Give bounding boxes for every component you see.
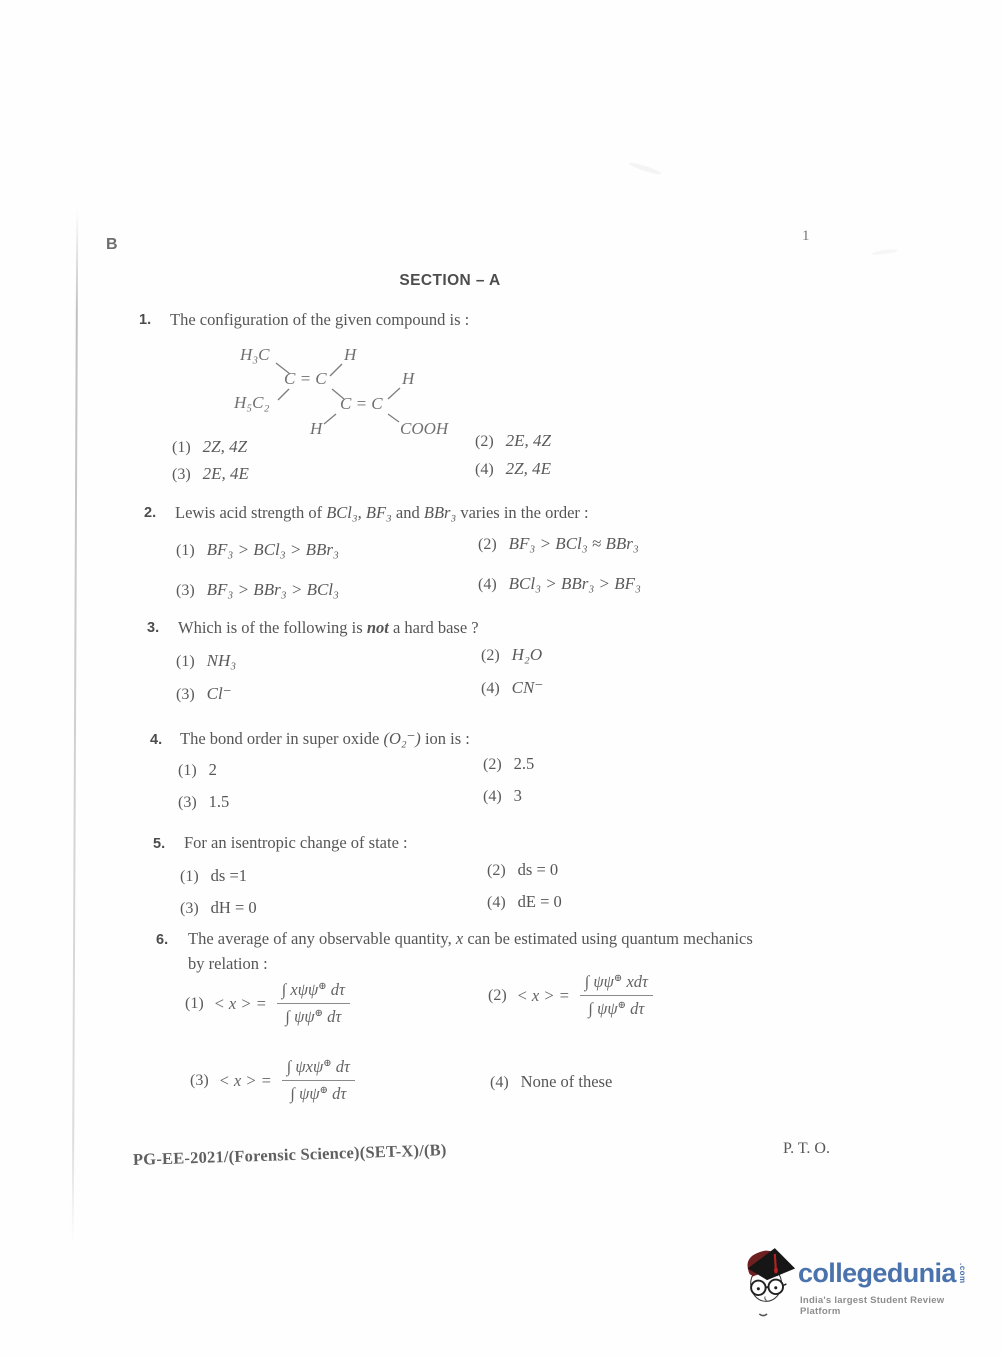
svg-text:H₅C₂: H₅C₂ <box>234 393 270 412</box>
option-text: BF₃ > BBr₃ > BCl₃ <box>206 580 339 599</box>
option-text: ds = 0 <box>517 860 559 879</box>
question-number: 1. <box>139 312 152 328</box>
question-number: 3. <box>147 620 160 636</box>
option <box>178 792 229 812</box>
option-text: 3 <box>513 786 522 805</box>
svg-text:H: H <box>402 369 415 388</box>
pto-label: P. T. O. <box>783 1140 830 1157</box>
svg-text:COOH: COOH <box>400 419 449 438</box>
option-text: 2Z, 4E <box>505 459 551 478</box>
option-label: (1) <box>176 653 195 670</box>
fraction-denominator: ∫ ψψ⊕ dτ <box>290 1084 347 1103</box>
option <box>487 860 558 880</box>
svg-text:H: H <box>344 345 357 364</box>
option <box>176 540 339 560</box>
booklet-code: B <box>106 236 119 253</box>
fraction-denominator: ∫ ψψ⊕ dτ <box>285 1007 342 1026</box>
option <box>180 866 247 886</box>
option-label: (4) <box>475 461 494 478</box>
option-text: dE = 0 <box>517 892 562 911</box>
fraction <box>282 1057 355 1104</box>
brand-tagline: India's largest Student Review Platform <box>800 1295 945 1317</box>
option-text: 2.5 <box>513 754 535 773</box>
question-text-line2: by relation : <box>188 954 268 973</box>
option-label: (1) <box>178 762 197 779</box>
svg-text:H: H <box>310 419 323 438</box>
option <box>478 534 639 554</box>
option-formula <box>190 1057 355 1104</box>
option-label: (2) <box>483 756 502 773</box>
option-text: 2E, 4Z <box>505 431 551 450</box>
option-label: (3) <box>178 794 197 811</box>
question-text: The average of any observable quantity, x can be estimated using quantum mechanics <box>188 929 753 948</box>
chemical-structure-diagram <box>218 334 508 438</box>
option-text: 2Z, 4Z <box>202 437 248 456</box>
svg-text:C = C: C = C <box>284 369 327 388</box>
option-text: 2 <box>208 760 217 779</box>
option <box>478 574 641 594</box>
option-label: (2) <box>487 862 506 879</box>
option <box>176 651 236 671</box>
fraction <box>580 972 653 1019</box>
option-text: Cl⁻ <box>206 684 232 703</box>
option-text: BF₃ > BCl₃ > BBr₃ <box>206 540 339 559</box>
option-text: ds =1 <box>210 866 248 885</box>
option <box>483 786 522 806</box>
option-label: (3) <box>190 1071 209 1089</box>
option <box>475 459 551 479</box>
option-formula <box>185 980 350 1027</box>
svg-text:C = C: C = C <box>340 394 383 413</box>
formula-lhs: < x > = <box>516 985 570 1005</box>
question-text: Which is of the following is not a hard base ? <box>178 618 479 637</box>
option-label: (1) <box>172 439 191 456</box>
formula-lhs: < x > = <box>218 1070 272 1090</box>
option-label: (4) <box>490 1074 509 1091</box>
question-text: For an isentropic change of state : <box>184 833 408 852</box>
option-label: (3) <box>180 900 199 917</box>
question-text: The configuration of the given compound is : <box>170 310 470 329</box>
option-text: BF₃ > BCl₃ ≈ BBr₃ <box>508 534 639 553</box>
page-number: 1 <box>802 228 810 244</box>
question-number: 6. <box>156 932 169 948</box>
option-formula <box>488 972 653 1019</box>
option-label: (3) <box>172 466 191 483</box>
scan-artifact <box>872 248 898 256</box>
option-text: None of these <box>520 1072 613 1091</box>
option-label: (4) <box>487 894 506 911</box>
option-label: (2) <box>478 536 497 553</box>
option-label: (1) <box>176 542 195 559</box>
option-label: (1) <box>185 994 204 1012</box>
question-text: The bond order in super oxide (O₂⁻) ion is : <box>180 729 470 748</box>
question-number: 4. <box>150 732 163 748</box>
fraction <box>277 980 350 1027</box>
option-text: H₂O <box>511 645 543 664</box>
option <box>176 580 339 600</box>
fraction-denominator: ∫ ψψ⊕ dτ <box>588 999 645 1018</box>
option-label: (2) <box>488 986 507 1004</box>
option <box>180 898 257 918</box>
option <box>172 464 249 484</box>
option <box>487 892 562 912</box>
option <box>481 645 542 665</box>
page-crease-line <box>72 210 78 1245</box>
option-text: 2E, 4E <box>202 464 249 483</box>
formula-lhs: < x > = <box>213 993 267 1013</box>
fraction-numerator: ∫ ψxψ⊕ dτ <box>282 1057 355 1081</box>
brand-tld: .com <box>958 1263 967 1284</box>
option-text: BCl₃ > BBr₃ > BF₃ <box>508 574 641 593</box>
section-title: SECTION – A <box>399 272 501 289</box>
question-text: Lewis acid strength of BCl₃, BF₃ and BBr₃ varies in the order : <box>175 503 589 522</box>
question-number: 2. <box>144 505 157 521</box>
option-label: (1) <box>180 868 199 885</box>
option <box>172 437 247 457</box>
option-label: (4) <box>483 788 502 805</box>
collegedunia-logo <box>740 1244 980 1328</box>
svg-text:H₃C: H₃C <box>240 345 270 364</box>
collegedunia-mascot-icon <box>740 1244 798 1320</box>
option-text: dH = 0 <box>210 898 257 917</box>
option <box>475 431 551 451</box>
paper-code-footer: PG-EE-2021/(Forensic Science)(SET-X)/(B) <box>132 1140 447 1169</box>
option-text: 1.5 <box>208 792 230 811</box>
fraction-numerator: ∫ xψψ⊕ dτ <box>277 980 350 1004</box>
option <box>481 678 543 698</box>
option-text: NH₃ <box>206 651 237 670</box>
option-label: (3) <box>176 686 195 703</box>
option-label: (2) <box>475 433 494 450</box>
option <box>176 684 232 704</box>
option <box>483 754 534 774</box>
option <box>490 1072 612 1092</box>
fraction-numerator: ∫ ψψ⊕ xdτ <box>580 972 653 996</box>
option-label: (3) <box>176 582 195 599</box>
option-text: CN⁻ <box>511 678 544 697</box>
option <box>178 760 217 780</box>
option-label: (2) <box>481 647 500 664</box>
option-label: (4) <box>478 576 497 593</box>
brand-name: collegedunia <box>798 1258 956 1288</box>
option-label: (4) <box>481 680 500 697</box>
scan-artifact <box>628 161 662 176</box>
question-number: 5. <box>153 836 166 852</box>
